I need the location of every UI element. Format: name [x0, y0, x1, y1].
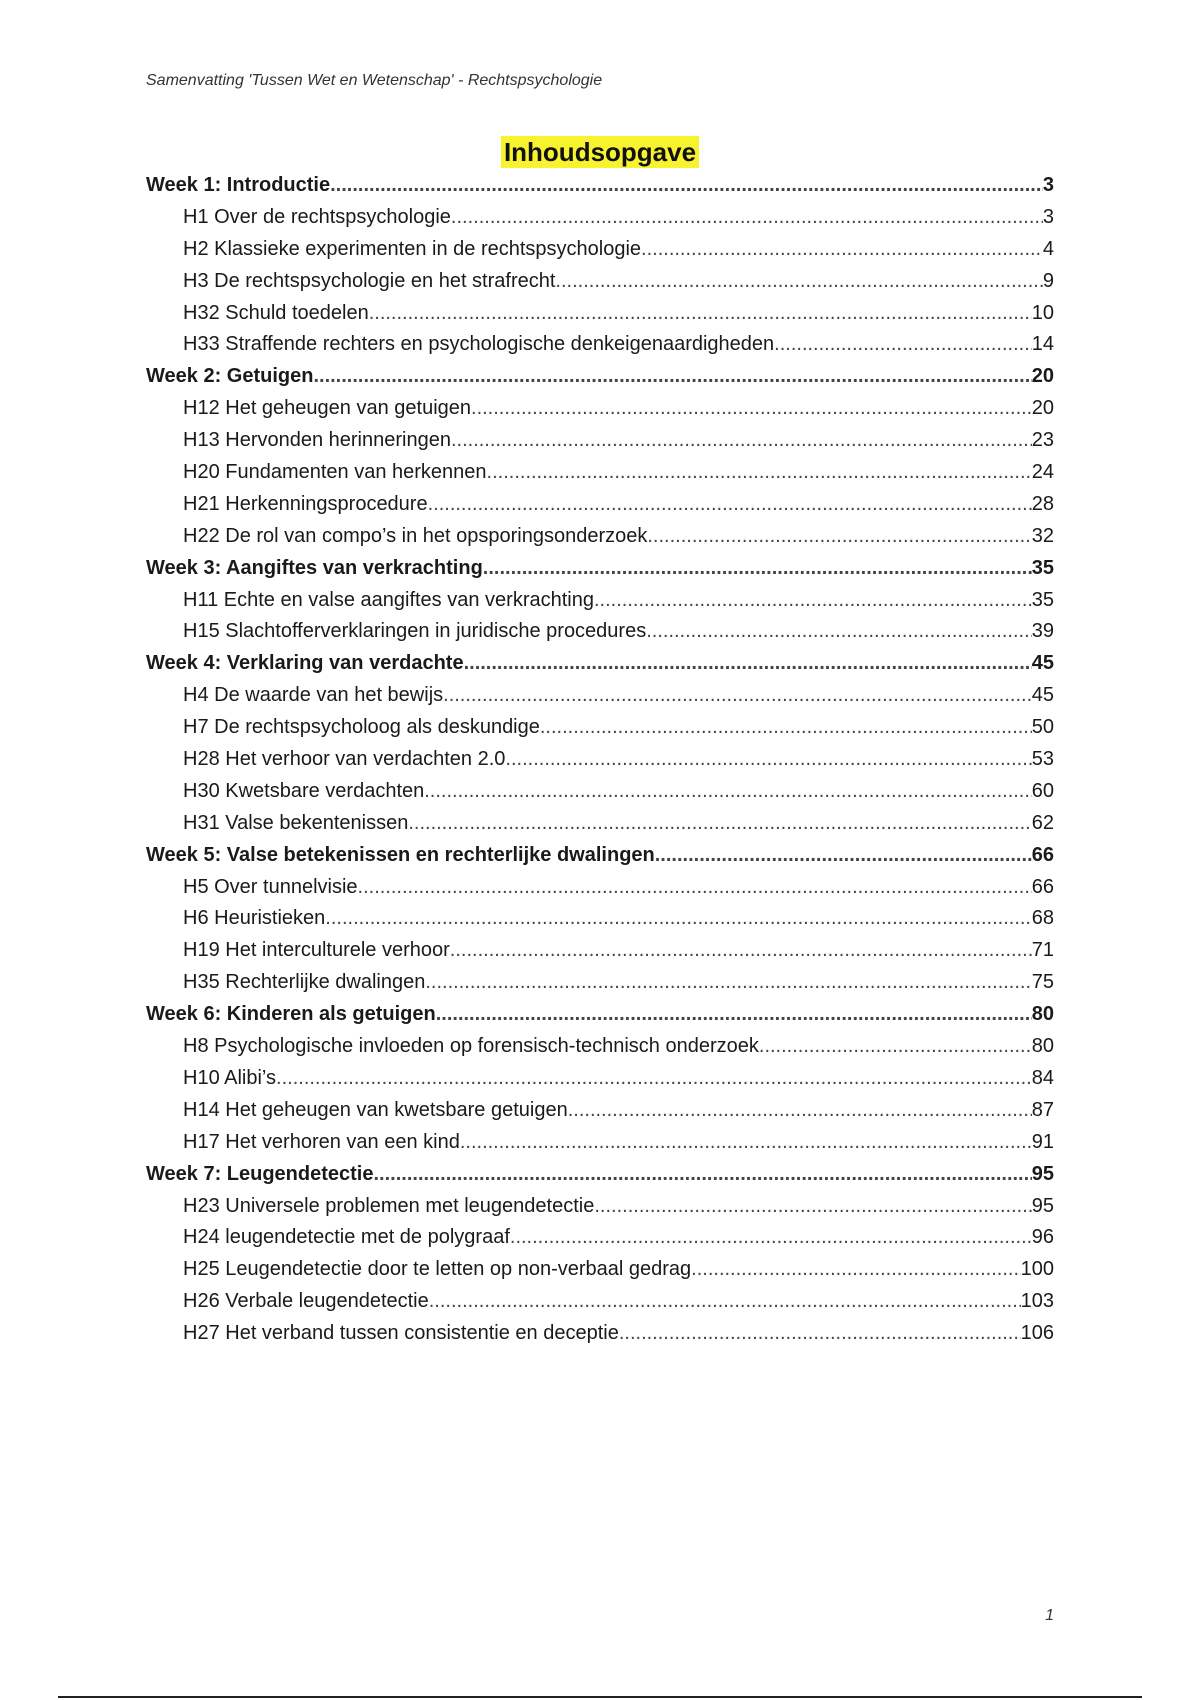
toc-dot-leader [428, 489, 1032, 521]
toc-entry-label: H35 Rechterlijke dwalingen [183, 971, 426, 994]
toc-chapter-entry[interactable] [146, 1095, 1054, 1127]
toc-entry-label: Week 6: Kinderen als getuigen [146, 1003, 436, 1026]
toc-entry-page: 62 [1031, 811, 1054, 834]
toc-entry-label: H27 Het verband tussen consistentie en deceptie [183, 1322, 619, 1345]
page-bottom-rule [58, 1696, 1142, 1698]
toc-entry-label: H1 Over de rechtspsychologie [183, 205, 451, 228]
toc-chapter-entry[interactable] [146, 425, 1054, 457]
toc-dot-leader [313, 361, 1031, 393]
toc-entry-page: 10 [1031, 301, 1054, 324]
toc-chapter-entry[interactable] [146, 234, 1054, 266]
toc-entry-label: H19 Het interculturele verhoor [183, 939, 450, 962]
toc-entry-page: 14 [1031, 333, 1054, 356]
toc-dot-leader [510, 1222, 1032, 1254]
toc-chapter-entry[interactable] [146, 1063, 1054, 1095]
toc-dot-leader [540, 712, 1032, 744]
toc-entry-page: 3 [1042, 205, 1054, 228]
toc-entry-label: H33 Straffende rechters en psychologische denkeigenaardigheden [183, 333, 775, 356]
toc-dot-leader [424, 776, 1032, 808]
toc-dot-leader [594, 1191, 1031, 1223]
toc-dot-leader [774, 329, 1032, 361]
toc-chapter-entry[interactable] [146, 1318, 1054, 1350]
toc-dot-leader [425, 967, 1031, 999]
toc-dot-leader [568, 1095, 1032, 1127]
toc-entry-label: H14 Het geheugen van kwetsbare getuigen [183, 1098, 568, 1121]
toc-entry-label: H5 Over tunnelvisie [183, 875, 358, 898]
toc-dot-leader [655, 840, 1032, 872]
toc-chapter-entry[interactable] [146, 298, 1054, 330]
toc-chapter-entry[interactable] [146, 489, 1054, 521]
toc-week-entry[interactable] [146, 999, 1054, 1031]
toc-entry-label: H11 Echte en valse aangiftes van verkrachting [183, 588, 594, 611]
toc-chapter-entry[interactable] [146, 967, 1054, 999]
toc-entry-label: H4 De waarde van het bewijs [183, 684, 444, 707]
toc-entry-page: 95 [1031, 1162, 1054, 1185]
toc-entry-page: 45 [1031, 652, 1054, 675]
toc-chapter-entry[interactable] [146, 457, 1054, 489]
toc-dot-leader [555, 266, 1042, 298]
toc-entry-page: 23 [1031, 429, 1054, 452]
toc-entry-page: 96 [1031, 1226, 1054, 1249]
toc-entry-label: H30 Kwetsbare verdachten [183, 779, 425, 802]
toc-entry-label: H20 Fundamenten van herkennen [183, 461, 487, 484]
toc-entry-page: 91 [1031, 1130, 1054, 1153]
toc-week-entry[interactable] [146, 170, 1054, 202]
toc-entry-page: 20 [1031, 365, 1054, 388]
toc-chapter-entry[interactable] [146, 1254, 1054, 1286]
toc-chapter-entry[interactable] [146, 202, 1054, 234]
toc-chapter-entry[interactable] [146, 680, 1054, 712]
toc-chapter-entry[interactable] [146, 393, 1054, 425]
toc-chapter-entry[interactable] [146, 903, 1054, 935]
toc-dot-leader [325, 903, 1031, 935]
toc-entry-label: H32 Schuld toedelen [183, 301, 369, 324]
toc-entry-page: 3 [1042, 174, 1054, 196]
toc-dot-leader [505, 744, 1031, 776]
toc-chapter-entry[interactable] [146, 872, 1054, 904]
toc-entry-label: H17 Het verhoren van een kind [183, 1130, 460, 1153]
toc-entry-label: Week 1: Introductie [146, 174, 331, 196]
toc-chapter-entry[interactable] [146, 329, 1054, 361]
toc-entry-page: 103 [1020, 1290, 1054, 1313]
toc-dot-leader [691, 1254, 1020, 1286]
toc-chapter-entry[interactable] [146, 1286, 1054, 1318]
toc-chapter-entry[interactable] [146, 1222, 1054, 1254]
toc-entry-label: H22 De rol van compo’s in het opsporingsonderzoek [183, 524, 648, 547]
toc-week-entry[interactable] [146, 648, 1054, 680]
toc-entry-label: H31 Valse bekentenissen [183, 811, 409, 834]
toc-chapter-entry[interactable] [146, 935, 1054, 967]
toc-chapter-entry[interactable] [146, 616, 1054, 648]
toc-dot-leader [464, 648, 1032, 680]
toc-dot-leader [408, 808, 1031, 840]
toc-dot-leader [759, 1031, 1032, 1063]
toc-dot-leader [369, 298, 1032, 330]
toc-dot-leader [487, 457, 1032, 489]
toc-chapter-entry[interactable] [146, 1127, 1054, 1159]
toc-entry-label: H10 Alibi’s [183, 1066, 277, 1089]
toc-chapter-entry[interactable] [146, 776, 1054, 808]
toc-entry-page: 20 [1031, 397, 1054, 420]
toc-entry-label: Week 4: Verklaring van verdachte [146, 652, 464, 675]
toc-dot-leader [451, 202, 1043, 234]
toc-entry-page: 45 [1031, 684, 1054, 707]
toc-dot-leader [436, 999, 1032, 1031]
running-header: Samenvatting 'Tussen Wet en Wetenschap' - Rechtspsychologie [146, 72, 603, 89]
toc-week-entry[interactable] [146, 553, 1054, 585]
toc-entry-label: H7 De rechtspsycholoog als deskundige [183, 716, 540, 739]
toc-entry-page: 4 [1042, 237, 1054, 260]
toc-entry-page: 95 [1031, 1194, 1054, 1217]
toc-entry-page: 66 [1031, 875, 1054, 898]
toc-entry-label: H3 De rechtspsychologie en het strafrecht [183, 269, 556, 292]
toc-entry-page: 106 [1020, 1322, 1054, 1345]
toc-entry-page: 35 [1031, 556, 1054, 579]
toc-dot-leader [330, 170, 1043, 202]
toc-dot-leader [373, 1159, 1031, 1191]
toc-chapter-entry[interactable] [146, 712, 1054, 744]
toc-chapter-entry[interactable] [146, 1031, 1054, 1063]
toc-dot-leader [451, 425, 1032, 457]
toc-entry-page: 9 [1042, 269, 1054, 292]
toc-entry-label: H24 leugendetectie met de polygraaf [183, 1226, 510, 1249]
toc-dot-leader [619, 1318, 1021, 1350]
toc-entry-page: 24 [1031, 461, 1054, 484]
toc-entry-label: H12 Het geheugen van getuigen [183, 397, 472, 420]
toc-dot-leader [450, 935, 1032, 967]
toc-entry-page: 68 [1031, 907, 1054, 930]
toc-dot-leader [641, 234, 1043, 266]
toc-entry-label: H13 Hervonden herinneringen [183, 429, 451, 452]
toc-entry-page: 50 [1031, 716, 1054, 739]
toc-dot-leader [594, 585, 1032, 617]
toc-week-entry[interactable] [146, 840, 1054, 872]
toc-chapter-entry[interactable] [146, 808, 1054, 840]
toc-entry-page: 80 [1031, 1035, 1054, 1058]
toc-dot-leader [460, 1127, 1032, 1159]
toc-entry-label: Week 3: Aangiftes van verkrachting [146, 556, 483, 579]
toc-entry-page: 80 [1031, 1003, 1054, 1026]
toc-entry-page: 71 [1031, 939, 1054, 962]
toc-entry-label: H25 Leugendetectie door te letten op non-verbaal gedrag [183, 1258, 692, 1281]
toc-entry-label: H6 Heuristieken [183, 907, 326, 930]
toc-dot-leader [646, 616, 1032, 648]
toc-entry-page: 32 [1031, 524, 1054, 547]
toc-dot-leader [276, 1063, 1032, 1095]
table-of-contents [146, 170, 1054, 1350]
toc-entry-label: Week 7: Leugendetectie [146, 1162, 374, 1185]
toc-entry-label: H8 Psychologische invloeden op forensisch-technisch onderzoek [183, 1035, 759, 1058]
toc-entry-page: 60 [1031, 779, 1054, 802]
toc-entry-label: H15 Slachtofferverklaringen in juridische procedures [183, 620, 647, 643]
toc-chapter-entry[interactable] [146, 266, 1054, 298]
toc-entry-label: H23 Universele problemen met leugendetectie [183, 1194, 595, 1217]
toc-entry-label: Week 2: Getuigen [146, 365, 314, 388]
toc-entry-page: 75 [1031, 971, 1054, 994]
toc-entry-page: 84 [1031, 1066, 1054, 1089]
toc-week-entry[interactable] [146, 1159, 1054, 1191]
toc-entry-page: 53 [1031, 748, 1054, 771]
page-number: 1 [1045, 1607, 1054, 1624]
toc-entry-label: H2 Klassieke experimenten in de rechtspsychologie [183, 237, 642, 260]
toc-dot-leader [471, 393, 1032, 425]
toc-week-entry[interactable] [146, 361, 1054, 393]
toc-entry-page: 35 [1031, 588, 1054, 611]
toc-dot-leader [429, 1286, 1021, 1318]
toc-dot-leader [647, 521, 1031, 553]
toc-chapter-entry[interactable] [146, 1191, 1054, 1223]
toc-entry-label: H26 Verbale leugendetectie [183, 1290, 429, 1313]
toc-entry-page: 39 [1031, 620, 1054, 643]
toc-entry-label: H21 Herkenningsprocedure [183, 492, 428, 515]
toc-dot-leader [443, 680, 1032, 712]
toc-entry-page: 87 [1031, 1098, 1054, 1121]
toc-entry-label: Week 5: Valse betekenissen en rechterlijke dwalingen [146, 843, 655, 866]
toc-chapter-entry[interactable] [146, 744, 1054, 776]
toc-dot-leader [358, 872, 1032, 904]
toc-entry-page: 66 [1031, 843, 1054, 866]
toc-chapter-entry[interactable] [146, 521, 1054, 553]
toc-entry-page: 100 [1020, 1258, 1054, 1281]
toc-entry-label: H28 Het verhoor van verdachten 2.0 [183, 748, 506, 771]
toc-chapter-entry[interactable] [146, 585, 1054, 617]
toc-title: Inhoudsopgave [501, 136, 699, 168]
toc-dot-leader [483, 553, 1032, 585]
toc-entry-page: 28 [1031, 492, 1054, 515]
toc-title-container [0, 136, 1200, 168]
